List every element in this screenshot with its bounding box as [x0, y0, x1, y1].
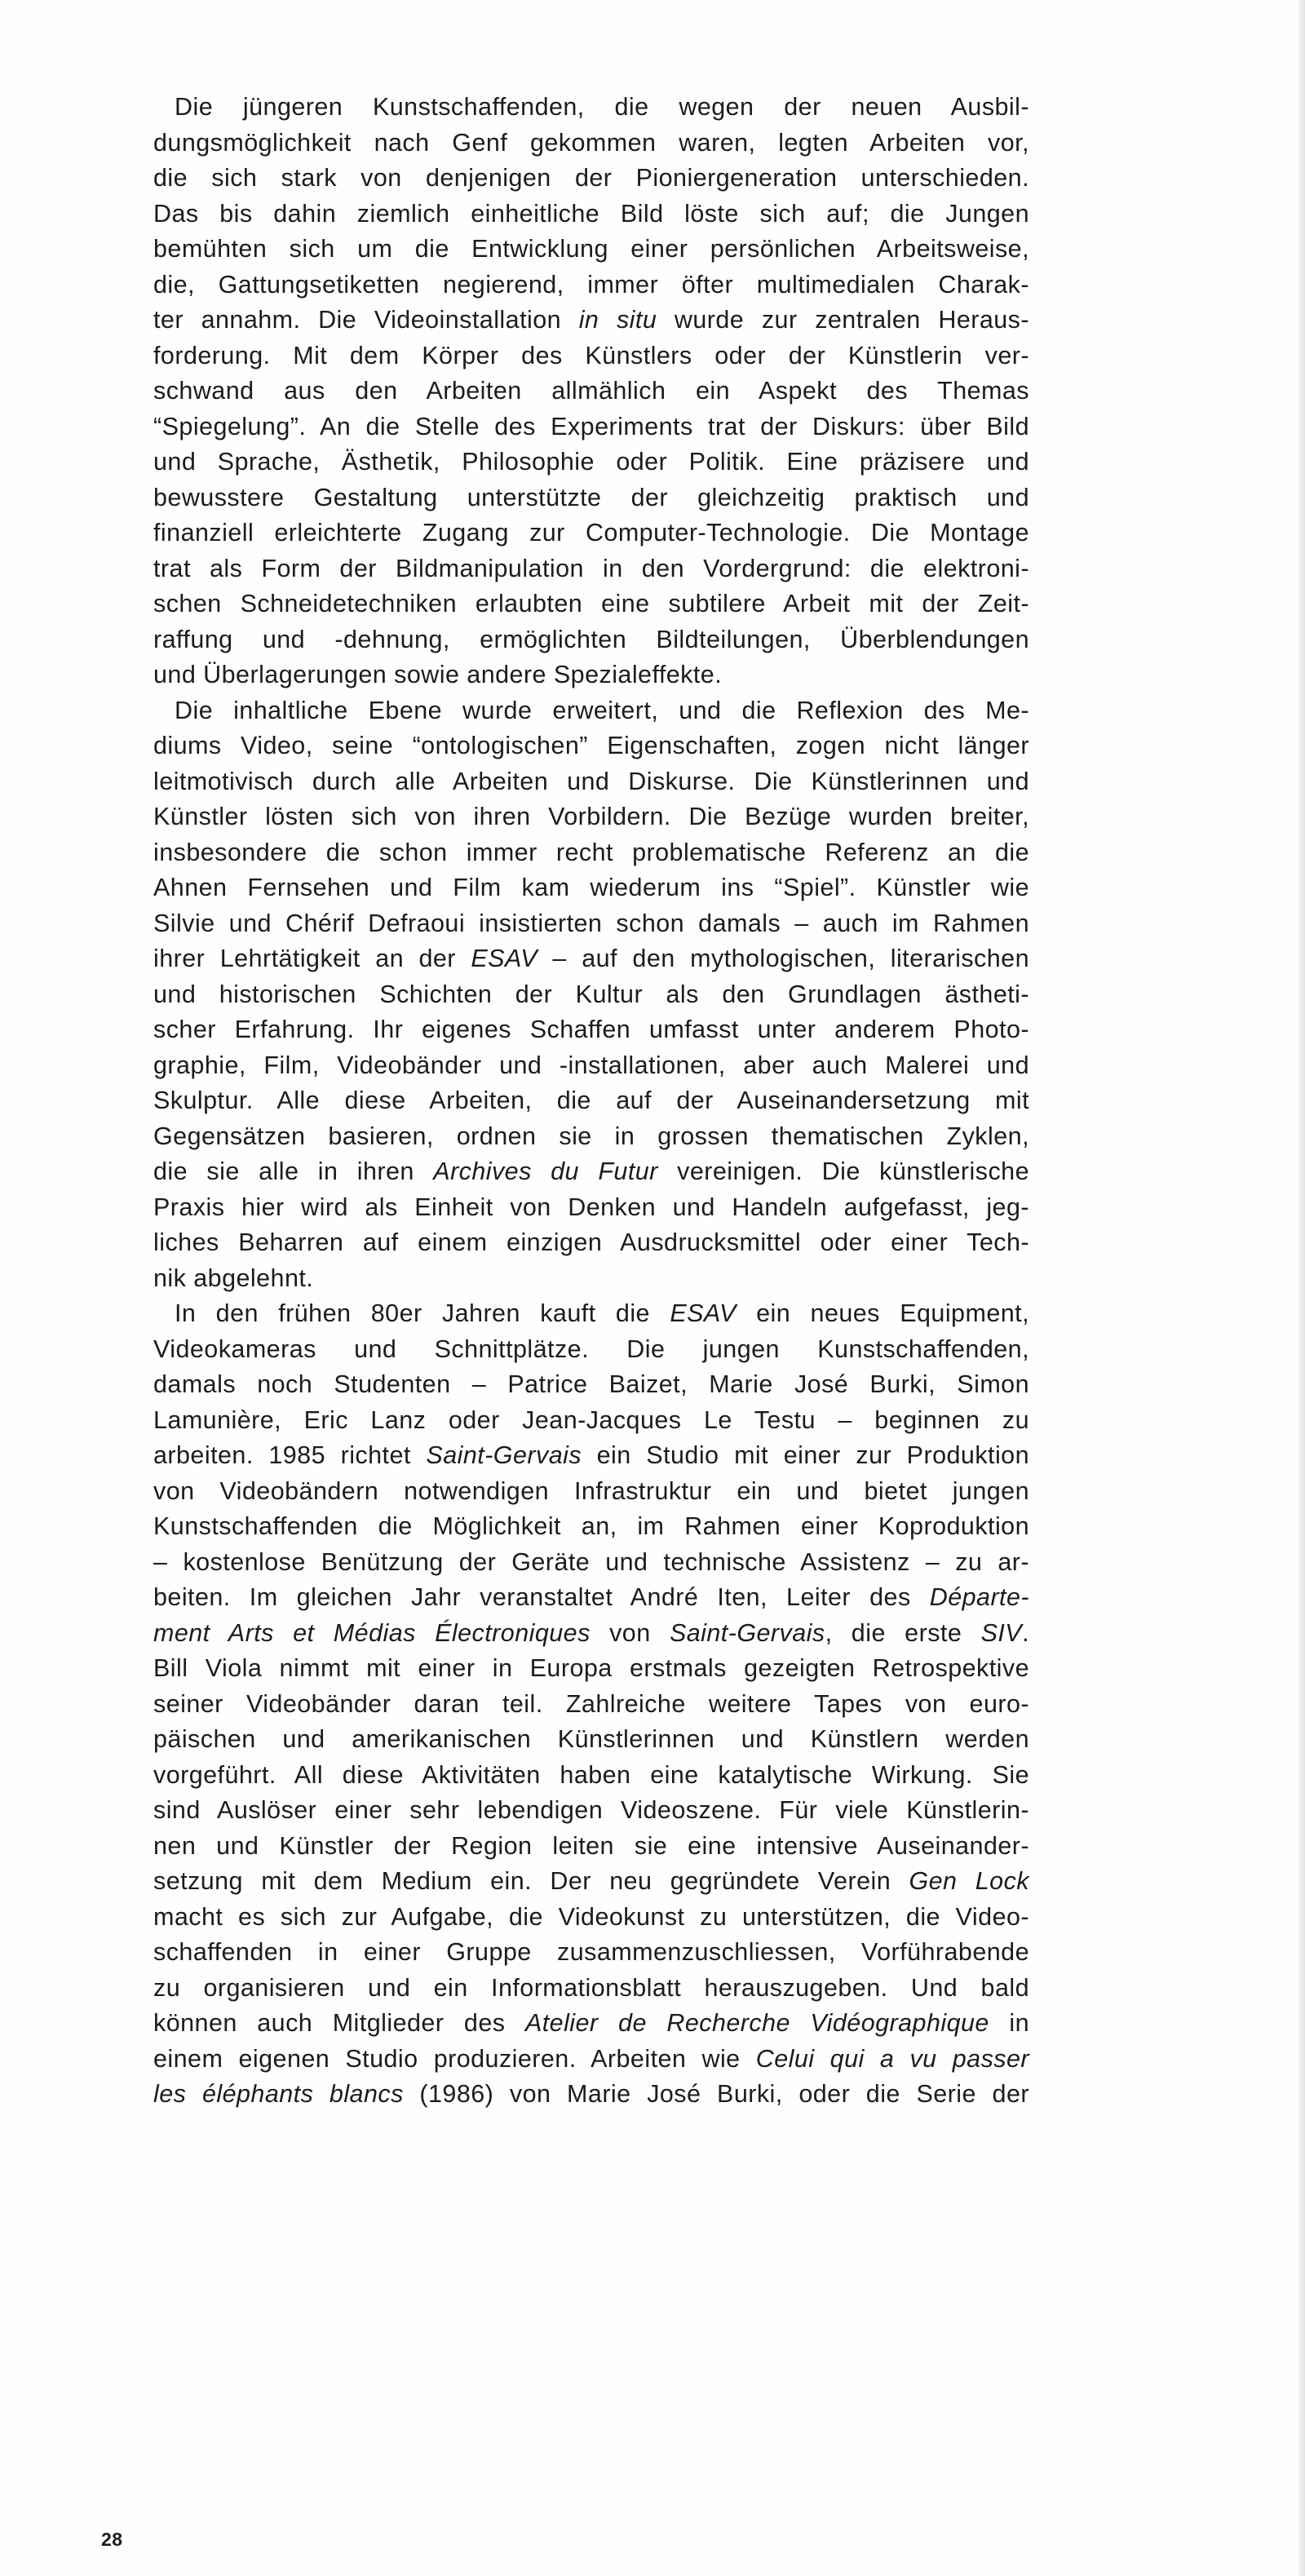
text-line: Die jüngeren Kunstschaffenden, die wegen der neuen Ausbil-: [175, 93, 1029, 121]
text-line: die, Gattungsetiketten negierend, immer öfter multimedialen Charak-: [153, 270, 1029, 299]
text-line: päischen und amerikanischen Künstlerinnen und Künstlern werden: [153, 1725, 1029, 1753]
body-text: [153, 90, 1029, 2113]
text-line: Bill Viola nimmt mit einer in Europa erstmals gezeigten Retrospektive: [153, 1654, 1029, 1682]
paragraph: [153, 90, 1029, 693]
text-line: liches Beharren auf einem einzigen Ausdrucksmittel oder einer Tech-: [153, 1228, 1029, 1256]
text-line: Ahnen Fernsehen und Film kam wiederum ins “Spiel”. Künstler wie: [153, 874, 1029, 901]
text-line: und Sprache, Ästhetik, Philosophie oder Politik. Eine präzisere und: [153, 448, 1029, 476]
text-line: Silvie und Chérif Defraoui insistierten schon damals – auch im Rahmen: [153, 909, 1029, 937]
text-line: beiten. Im gleichen Jahr veranstaltet André Iten, Leiter des Départe-: [153, 1583, 1029, 1611]
text-line: Die inhaltliche Ebene wurde erweitert, und die Reflexion des Me-: [175, 696, 1029, 724]
text-line: insbesondere die schon immer recht problematische Referenz an die: [153, 838, 1029, 866]
text-line: leitmotivisch durch alle Arbeiten und Diskurse. Die Künstlerinnen und: [153, 767, 1029, 795]
text-line: raffung und -dehnung, ermöglichten Bildteilungen, Überblendungen: [153, 625, 1029, 653]
text-line: graphie, Film, Videobänder und -installationen, aber auch Malerei und: [153, 1051, 1029, 1079]
text-line: In den frühen 80er Jahren kauft die ESAV ein neues Equipment,: [175, 1299, 1029, 1327]
text-line: bemühten sich um die Entwicklung einer persönlichen Arbeitsweise,: [153, 235, 1029, 263]
text-line: schaffenden in einer Gruppe zusammenzuschliessen, Vorführabende: [153, 1938, 1029, 1966]
text-line: – kostenlose Benützung der Geräte und technische Assistenz – zu ar-: [153, 1547, 1029, 1576]
text-line: diums Video, seine “ontologischen” Eigenschaften, zogen nicht länger: [153, 732, 1029, 759]
text-line: vorgeführt. All diese Aktivitäten haben eine katalytische Wirkung. Sie: [153, 1760, 1029, 1789]
paragraph: [153, 1296, 1029, 2113]
text-line: macht es sich zur Aufgabe, die Videokunst zu unterstützen, die Video-: [153, 1902, 1029, 1931]
text-line: bewusstere Gestaltung unterstützte der gleichzeitig praktisch und: [153, 483, 1029, 511]
text-line: forderung. Mit dem Körper des Künstlers oder der Künstlerin ver-: [153, 341, 1029, 370]
text-line: ment Arts et Médias Électroniques von Saint-Gervais, die erste SIV.: [153, 1618, 1030, 1647]
text-line: zu organisieren und ein Informationsblatt herauszugeben. Und bald: [153, 1973, 1029, 2002]
text-line: von Videobändern notwendigen Infrastruktur ein und bietet jungen: [153, 1476, 1029, 1505]
text-line: damals noch Studenten – Patrice Baizet, Marie José Burki, Simon: [153, 1370, 1029, 1398]
text-line: Gegensätzen basieren, ordnen sie in grossen thematischen Zyklen,: [153, 1122, 1029, 1150]
text-line: einem eigenen Studio produzieren. Arbeiten wie Celui qui a vu passer: [153, 2044, 1029, 2073]
text-line: arbeiten. 1985 richtet Saint-Gervais ein Studio mit einer zur Produktion: [153, 1441, 1030, 1469]
page-number: 28: [101, 2529, 123, 2550]
text-line: finanziell erleichterte Zugang zur Computer-Technologie. Die Montage: [153, 519, 1029, 547]
text-line: Videokameras und Schnittplätze. Die jungen Kunstschaffenden,: [153, 1334, 1029, 1363]
text-line: die sich stark von denjenigen der Pioniergeneration unterschieden.: [153, 164, 1029, 192]
text-line: Kunstschaffenden die Möglichkeit an, im Rahmen einer Koproduktion: [153, 1512, 1029, 1540]
text-line: seiner Videobänder daran teil. Zahlreiche weitere Tapes von euro-: [153, 1689, 1029, 1718]
paragraph: [153, 693, 1029, 1297]
text-line: ter annahm. Die Videoinstallation in situ wurde zur zentralen Heraus-: [153, 306, 1029, 334]
text-line: Lamunière, Eric Lanz oder Jean-Jacques Le Testu – beginnen zu: [153, 1405, 1029, 1434]
text-line: Das bis dahin ziemlich einheitliche Bild löste sich auf; die Jungen: [153, 199, 1029, 228]
text-line: können auch Mitglieder des Atelier de Recherche Vidéographique in: [153, 2009, 1029, 2037]
text-line: Praxis hier wird als Einheit von Denken und Handeln aufgefasst, jeg-: [153, 1193, 1029, 1221]
text-line: schwand aus den Arbeiten allmählich ein Aspekt des Themas: [153, 377, 1029, 405]
text-line: dungsmöglichkeit nach Genf gekommen waren, legten Arbeiten vor,: [153, 128, 1029, 157]
text-line: trat als Form der Bildmanipulation in den Vordergrund: die elektroni-: [153, 554, 1029, 582]
text-line: scher Erfahrung. Ihr eigenes Schaffen umfasst unter anderem Photo-: [153, 1016, 1029, 1043]
text-line: setzung mit dem Medium ein. Der neu gegründete Verein Gen Lock: [153, 1867, 1029, 1895]
text-line: les éléphants blancs (1986) von Marie José Burki, oder die Serie der: [153, 2080, 1029, 2108]
text-line: Skulptur. Alle diese Arbeiten, die auf der Auseinandersetzung mit: [153, 1087, 1029, 1114]
text-line: sind Auslöser einer sehr lebendigen Videoszene. Für viele Künstlerin-: [153, 1796, 1029, 1824]
text-line: und Überlagerungen sowie andere Spezialeffekte.: [153, 661, 723, 688]
text-line: Künstler lösten sich von ihren Vorbildern. Die Bezüge wurden breiter,: [153, 803, 1029, 830]
text-line: ihrer Lehrtätigkeit an der ESAV – auf den mythologischen, literarischen: [153, 945, 1029, 972]
text-line: nen und Künstler der Region leiten sie eine intensive Auseinander-: [153, 1831, 1029, 1860]
text-line: und historischen Schichten der Kultur als den Grundlagen ästheti-: [153, 980, 1029, 1008]
text-line: “Spiegelung”. An die Stelle des Experiments trat der Diskurs: über Bild: [153, 412, 1029, 440]
text-line: schen Schneidetechniken erlaubten eine subtilere Arbeit mit der Zeit-: [153, 590, 1029, 617]
text-line: die sie alle in ihren Archives du Futur vereinigen. Die künstlerische: [153, 1157, 1029, 1185]
text-line: nik abgelehnt.: [153, 1264, 314, 1292]
